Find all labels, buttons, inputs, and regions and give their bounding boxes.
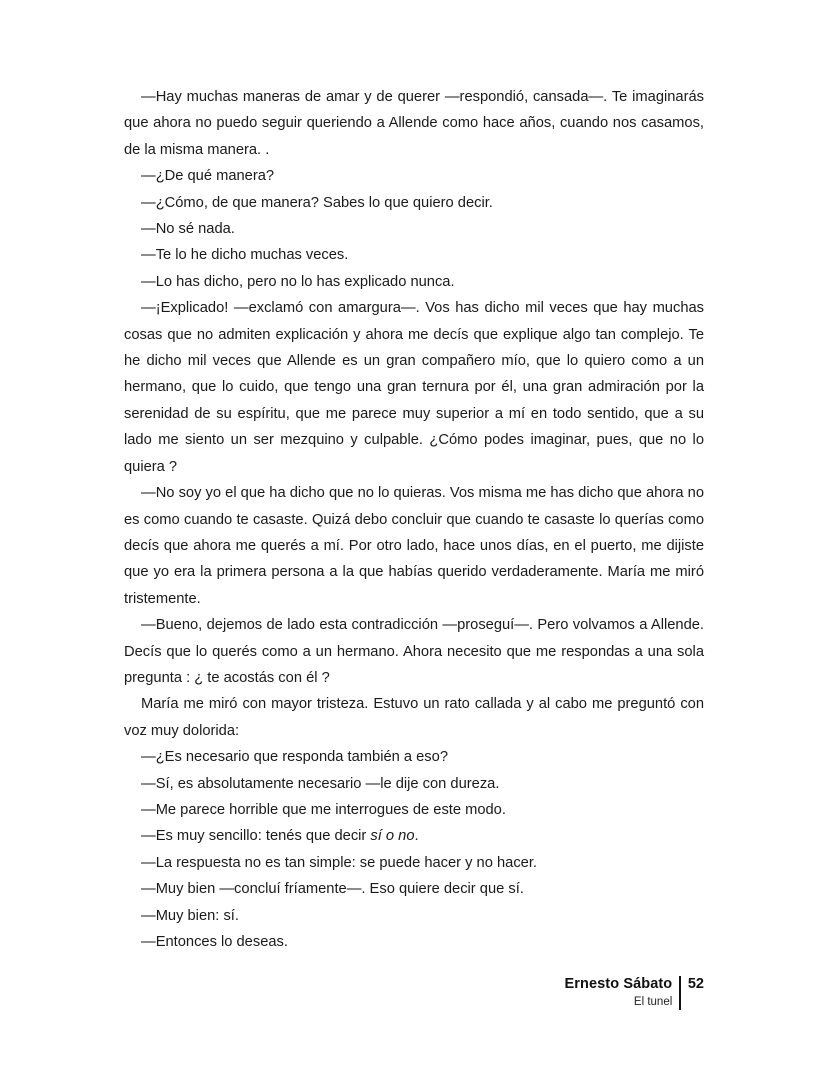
dialogue-line: —Me parece horrible que me interrogues de este modo. xyxy=(141,801,506,818)
page-body-text xyxy=(124,84,704,955)
footer-content xyxy=(565,975,705,1010)
paragraph: —No soy yo el que ha dicho que no lo quieras. Vos misma me has dicho que ahora no es como cuando te casaste. Quizá debo concluir que cuando te casaste lo querías como decís que ahora me querés a mí. Por otro lado, hace unos días, en el puerto, me dijiste que yo era la primera persona a la que habías querido verdaderamente. María me miró tristemente. xyxy=(124,485,704,607)
dialogue-line: —¿Cómo, de que manera? Sabes lo que quiero decir. xyxy=(141,194,493,211)
dialogue-line: —Entonces lo deseas. xyxy=(141,934,288,950)
paragraph: —Bueno, dejemos de lado esta contradicción —proseguí—. Pero volvamos a Allende. Decís que lo querés como a un hermano. Ahora necesito que me respondas a una sola pregunta : ¿ te acostás con él ? xyxy=(124,617,704,686)
dialogue-line: —¿Es necesario que responda también a eso? xyxy=(141,749,448,766)
dialogue-line-emphasis: —Es muy sencillo: tenés que decir sí o no. xyxy=(141,828,419,845)
footer-author-name: Ernesto Sábato xyxy=(564,976,673,992)
dialogue-line: —La respuesta no es tan simple: se puede hacer y no hacer. xyxy=(141,854,537,871)
dialogue-line: —Muy bien —concluí fríamente—. Eso quiere decir que sí. xyxy=(141,881,524,898)
page-footer xyxy=(124,975,704,1019)
footer-attribution xyxy=(565,975,680,1010)
dialogue-line: —Sí, es absolutamente necesario —le dije con dureza. xyxy=(141,775,500,792)
paragraph: —Hay muchas maneras de amar y de querer —respondió, cansada—. Te imaginarás que ahora no puedo seguir queriendo a Allende como hace años, cuando nos casamos, de la misma manera. . xyxy=(124,89,704,158)
dialogue-line: —¿De qué manera? xyxy=(141,168,275,185)
dialogue-line: —No sé nada. xyxy=(141,221,235,238)
dialogue-line: —Te lo he dicho muchas veces. xyxy=(141,247,349,264)
paragraph: —¡Explicado! —exclamó con amargura—. Vos has dicho mil veces que hay muchas cosas que no admiten explicación y ahora me decís que explique algo tan complejo. Te he dicho mil veces que Allende es un gran compañero mío, que lo quiero como a un hermano, que lo cuido, que tengo una gran ternura por él, una gran admiración por la serenidad de su espíritu, que me parece muy superior a mí en todo sentido, que a su lado me siento un ser mezquino y culpable. ¿Cómo podes imaginar, pues, que no lo quiera ? xyxy=(124,300,704,475)
dialogue-line: —Muy bien: sí. xyxy=(141,907,239,924)
dialogue-line: —Lo has dicho, pero no lo has explicado nunca. xyxy=(141,273,455,290)
footer-book-title: El tunel xyxy=(633,996,673,1008)
page-number: 52 xyxy=(687,976,704,992)
paragraph: María me miró con mayor tristeza. Estuvo un rato callada y al cabo me preguntó con voz muy dolorida: xyxy=(124,696,704,739)
